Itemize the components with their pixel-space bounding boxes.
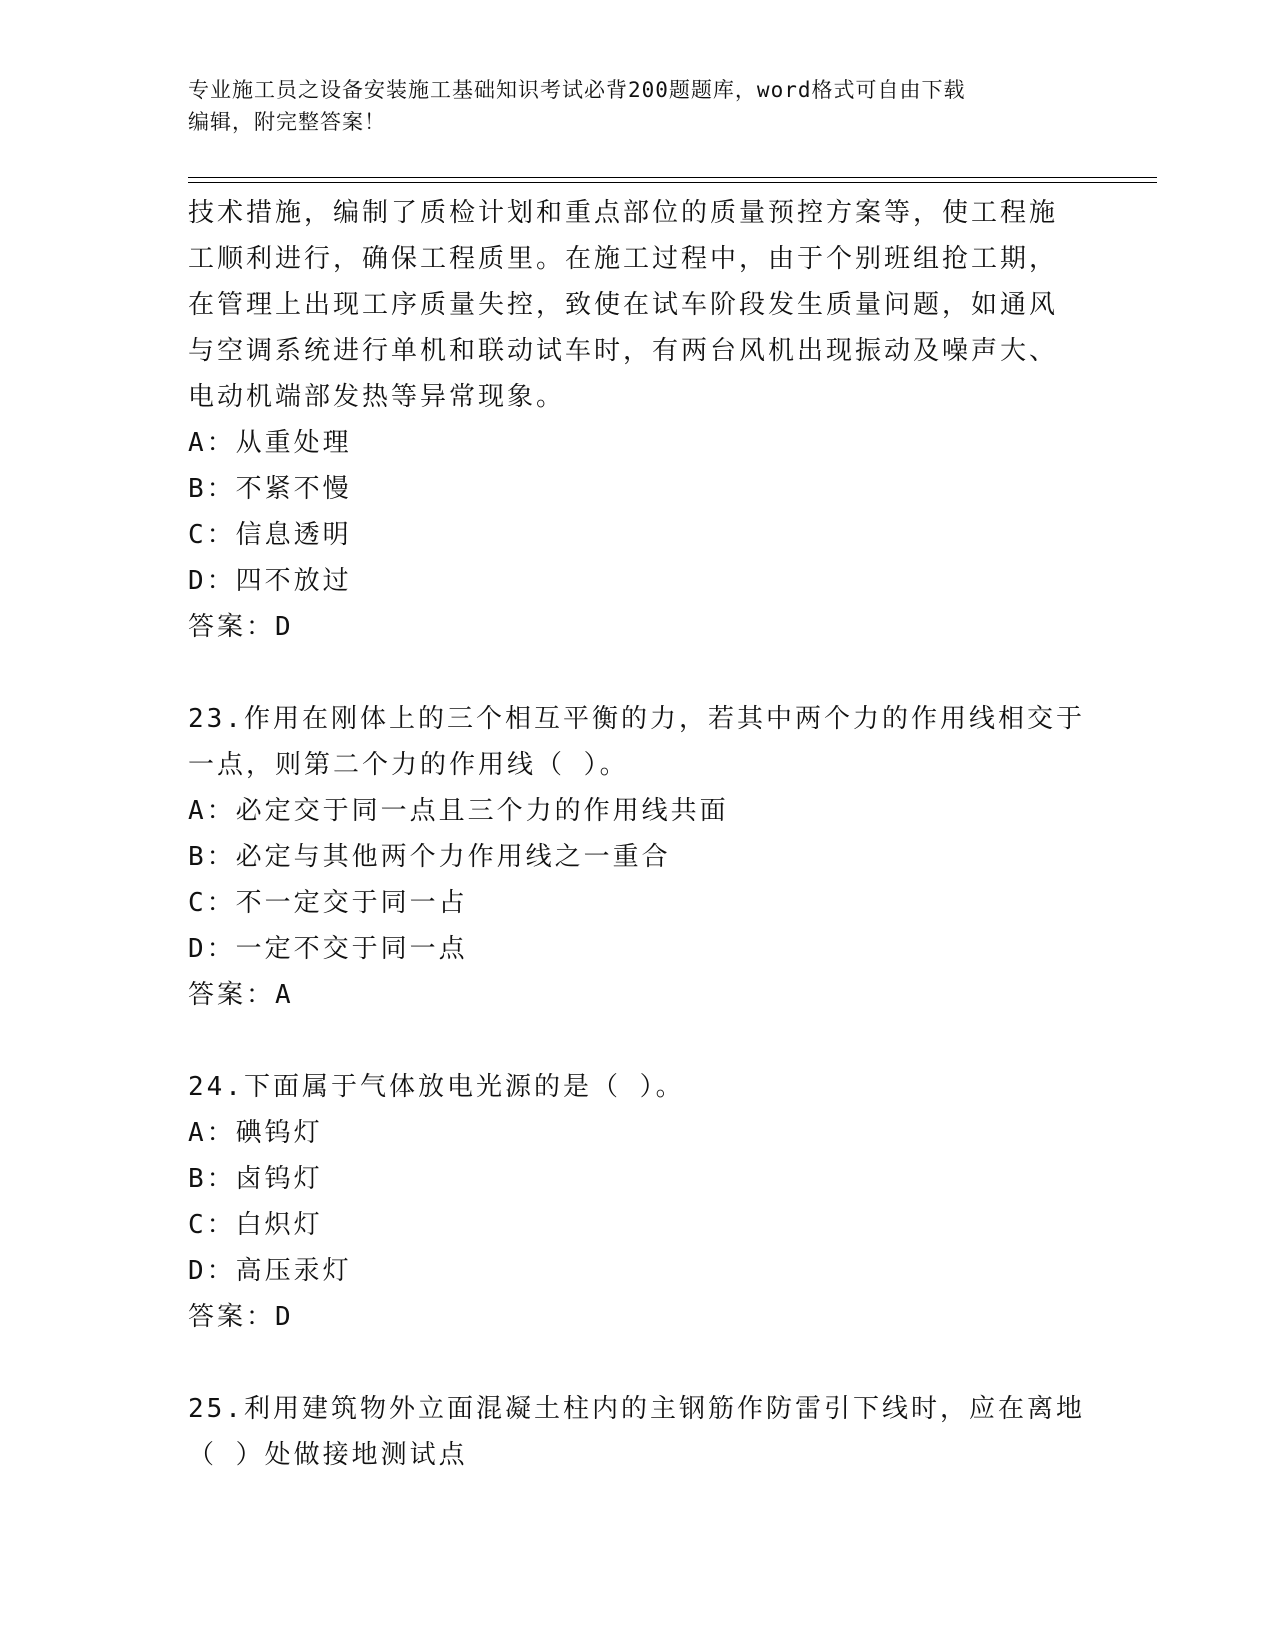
question-text-line: 一点，则第二个力的作用线（ ）。 [188, 750, 629, 780]
question-24 [188, 1064, 1088, 1340]
question-23 [188, 696, 1088, 1018]
option-d: D：高压汞灯 [188, 1256, 352, 1286]
option-b: B：必定与其他两个力作用线之一重合 [188, 842, 671, 872]
question-text-line: 25.利用建筑物外立面混凝土柱内的主钢筋作防雷引下线时，应在离地 [188, 1394, 1085, 1424]
option-d: D：四不放过 [188, 566, 352, 596]
question-text-line: 技术措施，编制了质检计划和重点部位的质量预控方案等，使工程施 [188, 198, 1059, 228]
header-line-1: 专业施工员之设备安装施工基础知识考试必背200题题库，word格式可自由下载 [188, 78, 966, 102]
option-a: A：必定交于同一点且三个力的作用线共面 [188, 796, 729, 826]
header-line-2: 编辑，附完整答案！ [188, 110, 386, 134]
question-text-line: 工顺利进行，确保工程质里。在施工过程中，由于个别班组抢工期， [188, 244, 1059, 274]
question-text-line: 24.下面属于气体放电光源的是（ ）。 [188, 1072, 685, 1102]
option-a: A：从重处理 [188, 428, 352, 458]
spacer [188, 1018, 1088, 1064]
option-b: B：卤钨灯 [188, 1164, 323, 1194]
answer-line: 答案：A [188, 980, 294, 1010]
question-22 [188, 190, 1088, 650]
question-text-line: 电动机端部发热等异常现象。 [188, 382, 566, 412]
document-body [188, 190, 1088, 1478]
document-header [188, 74, 1088, 138]
option-a: A：碘钨灯 [188, 1118, 323, 1148]
option-c: C：白炽灯 [188, 1210, 323, 1240]
question-text-line: 23.作用在刚体上的三个相互平衡的力，若其中两个力的作用线相交于 [188, 704, 1085, 734]
option-d: D：一定不交于同一点 [188, 934, 468, 964]
header-divider-bottom [188, 182, 1157, 183]
spacer [188, 1340, 1088, 1386]
answer-line: 答案：D [188, 612, 294, 642]
answer-line: 答案：D [188, 1302, 294, 1332]
header-divider-top [188, 177, 1157, 178]
option-c: C：信息透明 [188, 520, 352, 550]
question-text-line: 在管理上出现工序质量失控，致使在试车阶段发生质量问题，如通风 [188, 290, 1059, 320]
question-text-line: 与空调系统进行单机和联动试车时，有两台风机出现振动及噪声大、 [188, 336, 1059, 366]
question-25 [188, 1386, 1088, 1478]
option-b: B：不紧不慢 [188, 474, 352, 504]
option-c: C：不一定交于同一占 [188, 888, 468, 918]
spacer [188, 650, 1088, 696]
question-text-line: （ ）处做接地测试点 [188, 1440, 468, 1470]
